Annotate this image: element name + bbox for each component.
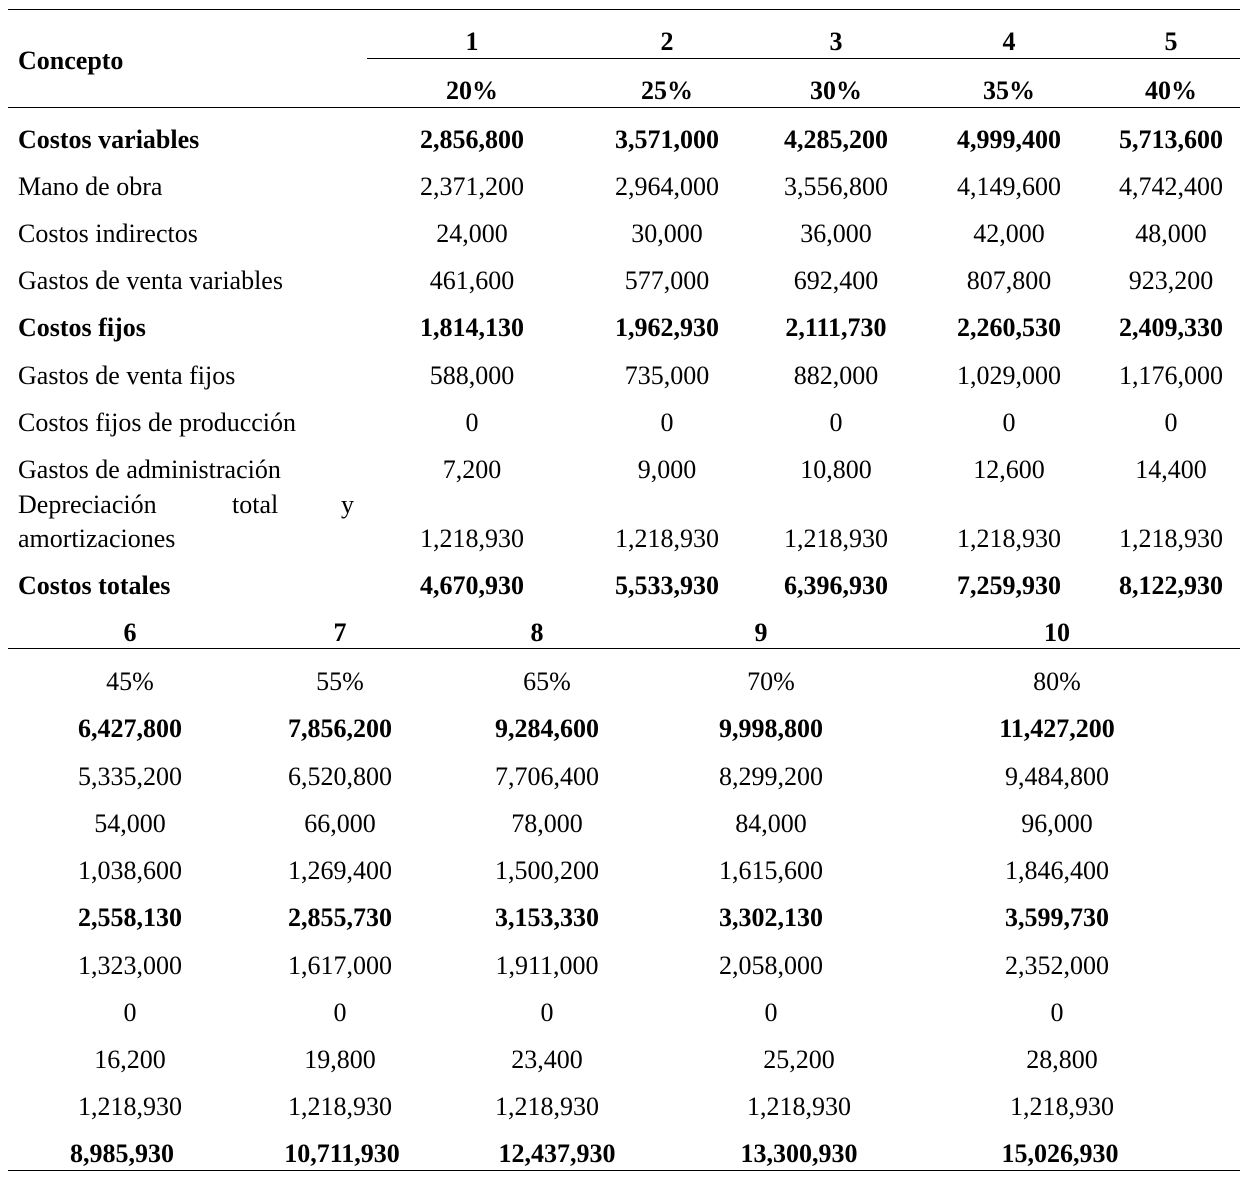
- value-cell: 1,218,930: [495, 1092, 599, 1121]
- value-cell: 8,299,200: [719, 762, 823, 791]
- value-cell: 1,846,400: [1005, 856, 1109, 885]
- value-cell: 1,029,000: [957, 361, 1061, 390]
- value-cell: 10,800: [800, 455, 872, 484]
- percent-header: 30%: [810, 76, 862, 105]
- period-header: 3: [829, 27, 843, 56]
- percent-header: 65%: [523, 667, 571, 696]
- value-cell: 2,409,330: [1119, 313, 1223, 342]
- value-cell: 1,218,930: [420, 524, 524, 553]
- period-header: 6: [123, 618, 137, 647]
- value-cell: 6,427,800: [78, 714, 182, 743]
- value-cell: 28,800: [1026, 1045, 1098, 1074]
- value-cell: 1,962,930: [615, 313, 719, 342]
- period-header: 7: [333, 618, 347, 647]
- value-cell: 1,218,930: [1119, 524, 1223, 553]
- header-underline: [367, 58, 1240, 59]
- row-label: Mano de obra: [18, 172, 163, 201]
- value-cell: 2,260,530: [957, 313, 1061, 342]
- value-cell: 692,400: [793, 266, 879, 295]
- value-cell: 9,000: [637, 455, 697, 484]
- value-cell: 7,856,200: [288, 714, 392, 743]
- percent-header: 55%: [316, 667, 364, 696]
- value-cell: 1,617,000: [288, 951, 392, 980]
- row-label-word: Depreciación: [18, 490, 157, 519]
- value-cell: 48,000: [1135, 219, 1207, 248]
- percent-header: 25%: [641, 76, 693, 105]
- value-cell: 1,218,930: [957, 524, 1061, 553]
- value-cell: 1,500,200: [495, 856, 599, 885]
- value-cell: 1,218,930: [1010, 1092, 1114, 1121]
- value-cell: 24,000: [436, 219, 508, 248]
- value-cell: 9,484,800: [1005, 762, 1109, 791]
- value-cell: 4,999,400: [957, 125, 1061, 154]
- value-cell: 12,437,930: [498, 1139, 616, 1168]
- value-cell: 2,855,730: [288, 903, 392, 932]
- value-cell: 0: [829, 408, 843, 437]
- value-cell: 11,427,200: [999, 714, 1115, 743]
- value-cell: 9,284,600: [495, 714, 599, 743]
- value-cell: 14,400: [1135, 455, 1207, 484]
- value-cell: 54,000: [94, 809, 166, 838]
- value-cell: 461,600: [429, 266, 515, 295]
- row-label-word: y: [341, 490, 354, 519]
- value-cell: 882,000: [793, 361, 879, 390]
- value-cell: 16,200: [94, 1045, 166, 1074]
- value-cell: 0: [465, 408, 479, 437]
- row-label: Costos fijos de producción: [18, 408, 297, 437]
- value-cell: 1,218,930: [784, 524, 888, 553]
- row-label-word: total: [232, 490, 279, 519]
- value-cell: 3,153,330: [495, 903, 599, 932]
- value-cell: 4,742,400: [1119, 172, 1223, 201]
- row-label: amortizaciones: [18, 524, 176, 553]
- value-cell: 8,122,930: [1119, 571, 1223, 600]
- value-cell: 6,520,800: [288, 762, 392, 791]
- value-cell: 9,998,800: [719, 714, 823, 743]
- value-cell: 3,302,130: [719, 903, 823, 932]
- percent-header: 40%: [1145, 76, 1197, 105]
- value-cell: 0: [123, 998, 137, 1027]
- value-cell: 2,558,130: [78, 903, 182, 932]
- value-cell: 3,571,000: [615, 125, 719, 154]
- value-cell: 1,176,000: [1119, 361, 1223, 390]
- value-cell: 5,335,200: [78, 762, 182, 791]
- row-label: Costos indirectos: [18, 219, 198, 248]
- row-label: Costos variables: [18, 125, 200, 154]
- value-cell: 2,856,800: [420, 125, 524, 154]
- row-label: Gastos de administración: [18, 455, 281, 484]
- value-cell: 577,000: [624, 266, 710, 295]
- value-cell: 8,985,930: [70, 1139, 174, 1168]
- value-cell: 30,000: [631, 219, 703, 248]
- value-cell: 4,670,930: [420, 571, 524, 600]
- value-cell: 15,026,930: [1001, 1139, 1119, 1168]
- value-cell: 2,371,200: [420, 172, 524, 201]
- value-cell: 10,711,930: [284, 1139, 400, 1168]
- row-label: Gastos de venta variables: [18, 266, 283, 295]
- value-cell: 1,269,400: [288, 856, 392, 885]
- value-cell: 2,111,730: [785, 313, 887, 342]
- value-cell: 78,000: [511, 809, 583, 838]
- value-cell: 4,285,200: [784, 125, 888, 154]
- value-cell: 1,218,930: [747, 1092, 851, 1121]
- value-cell: 0: [660, 408, 674, 437]
- value-cell: 0: [764, 998, 778, 1027]
- value-cell: 807,800: [966, 266, 1052, 295]
- value-cell: 7,200: [442, 455, 502, 484]
- value-cell: 6,396,930: [784, 571, 888, 600]
- percent-header: 45%: [106, 667, 154, 696]
- value-cell: 5,533,930: [615, 571, 719, 600]
- value-cell: 4,149,600: [957, 172, 1061, 201]
- percent-header: 80%: [1033, 667, 1081, 696]
- period-header: 10: [1044, 618, 1070, 647]
- value-cell: 2,058,000: [719, 951, 823, 980]
- period-header: 9: [754, 618, 768, 647]
- value-cell: 3,556,800: [784, 172, 888, 201]
- value-cell: 1,218,930: [615, 524, 719, 553]
- value-cell: 0: [1164, 408, 1178, 437]
- value-cell: 1,218,930: [288, 1092, 392, 1121]
- top-border: [8, 9, 1240, 10]
- period-header: 2: [660, 27, 674, 56]
- value-cell: 7,259,930: [957, 571, 1061, 600]
- row-label: Costos fijos: [18, 313, 146, 342]
- value-cell: 36,000: [800, 219, 872, 248]
- percent-header: 70%: [747, 667, 795, 696]
- value-cell: 0: [540, 998, 554, 1027]
- period-header: 8: [530, 618, 544, 647]
- value-cell: 3,599,730: [1005, 903, 1109, 932]
- concept-header: Concepto: [18, 46, 124, 75]
- value-cell: 735,000: [624, 361, 710, 390]
- value-cell: 23,400: [511, 1045, 583, 1074]
- value-cell: 1,038,600: [78, 856, 182, 885]
- row-label: Gastos de venta fijos: [18, 361, 236, 390]
- value-cell: 2,964,000: [615, 172, 719, 201]
- period-header: 1: [465, 27, 479, 56]
- value-cell: 5,713,600: [1119, 125, 1223, 154]
- value-cell: 588,000: [429, 361, 515, 390]
- value-cell: 0: [1002, 408, 1016, 437]
- value-cell: 12,600: [973, 455, 1045, 484]
- value-cell: 1,814,130: [420, 313, 524, 342]
- bottom-border: [8, 1170, 1240, 1171]
- value-cell: 1,323,000: [78, 951, 182, 980]
- percent-header: 20%: [446, 76, 498, 105]
- value-cell: 84,000: [735, 809, 807, 838]
- value-cell: 0: [333, 998, 347, 1027]
- row-label: Costos totales: [18, 571, 171, 600]
- percent-header: 35%: [983, 76, 1035, 105]
- period-header: 4: [1002, 27, 1016, 56]
- value-cell: 96,000: [1021, 809, 1093, 838]
- value-cell: 66,000: [304, 809, 376, 838]
- value-cell: 1,218,930: [78, 1092, 182, 1121]
- value-cell: 42,000: [973, 219, 1045, 248]
- value-cell: 923,200: [1128, 266, 1214, 295]
- value-cell: 19,800: [304, 1045, 376, 1074]
- header-bottom-border: [8, 107, 1240, 108]
- value-cell: 0: [1050, 998, 1064, 1027]
- period-header: 5: [1164, 27, 1178, 56]
- value-cell: 1,911,000: [495, 951, 599, 980]
- value-cell: 13,300,930: [740, 1139, 858, 1168]
- value-cell: 2,352,000: [1005, 951, 1109, 980]
- value-cell: 25,200: [763, 1045, 835, 1074]
- value-cell: 1,615,600: [719, 856, 823, 885]
- bottom-section-header-border: [8, 648, 1240, 649]
- value-cell: 7,706,400: [495, 762, 599, 791]
